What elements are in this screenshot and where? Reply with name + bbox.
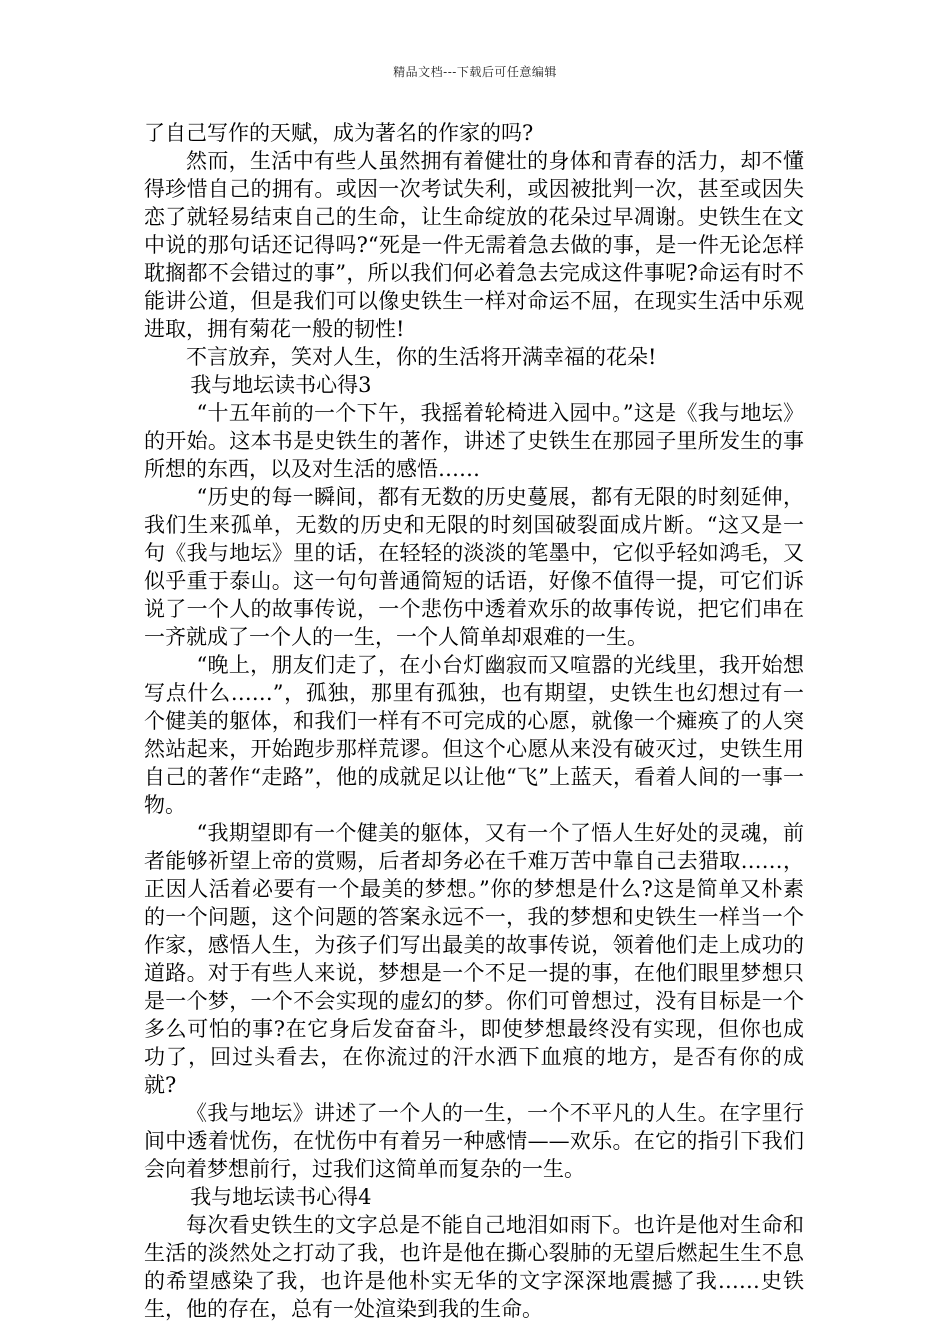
paragraph: “晚上，朋友们走了，在小台灯幽寂而又喧嚣的光线里，我开始想写点什么……”，孤独，那里有孤独，也有期望，史铁生也幻想过有一个健美的躯体，和我们一样有不可完成的心愿，就像一个瘫痪了的人突然站起来，开始跑步那样荒谬。但这个心愿从来没有破灭过，史铁生用自己的著作“走路”，他的成就足以让他“飞”上蓝天，看着人间的一事一物。 bbox=[144, 653, 804, 817]
paragraph: “十五年前的一个下午，我摇着轮椅进入园中。”这是《我与地坛》的开始。这本书是史铁生的著作，讲述了史铁生在那园子里所发生的事所想的东西，以及对生活的感悟…… bbox=[144, 401, 804, 481]
paragraph: 了自己写作的天赋，成为著名的作家的吗? bbox=[144, 121, 534, 145]
paragraph: 然而，生活中有些人虽然拥有着健壮的身体和青春的活力，却不懂得珍惜自己的拥有。或因一次考试失利，或因被批判一次，甚至或因失恋了就轻易结束自己的生命，让生命绽放的花朵过早凋谢。史铁生在文中说的那句话还记得吗?“死是一件无需着急去做的事，是一件无论怎样耽搁都不会错过的事”，所以我们何必着急去完成这件事呢?命运有时不能讲公道，但是我们可以像史铁生一样对命运不屈，在现实生活中乐观进取，拥有菊花一般的韧性! bbox=[144, 149, 804, 341]
paragraph: 每次看史铁生的文字总是不能自己地泪如雨下。也许是他对生命和生活的淡然处之打动了我，也许是他在撕心裂肺的无望后燃起生生不息的希望感染了我，也许是他朴实无华的文字深深地震撼了我……史铁生，他的存在，总有一处渲染到我的生命。 bbox=[144, 1213, 804, 1321]
section-heading: 我与地坛读书心得4 bbox=[190, 1185, 372, 1209]
document-body bbox=[144, 119, 804, 1323]
section-heading: 我与地坛读书心得3 bbox=[190, 373, 372, 397]
page-header: 精品文档---下载后可任意编辑 bbox=[393, 65, 557, 79]
paragraph: 《我与地坛》讲述了一个人的一生，一个不平凡的人生。在字里行间中透着忧伤，在忧伤中有着另一种感情——欢乐。在它的指引下我们会向着梦想前行，过我们这简单而复杂的一生。 bbox=[144, 1101, 804, 1181]
paragraph: “历史的每一瞬间，都有无数的历史蔓展，都有无限的时刻延伸，我们生来孤单，无数的历史和无限的时刻国破裂面成片断。“这又是一句《我与地坛》里的话，在轻轻的淡淡的笔墨中，它似乎轻如鸿毛，又似乎重于泰山。这一句句普通简短的话语，好像不值得一提，可它们诉说了一个人的故事传说，一个悲伤中透着欢乐的故事传说，把它们串在一齐就成了一个人的一生，一个人简单却艰难的一生。 bbox=[144, 485, 804, 649]
paragraph: 不言放弃，笑对人生，你的生活将开满幸福的花朵! bbox=[186, 345, 657, 369]
paragraph: “我期望即有一个健美的躯体，又有一个了悟人生好处的灵魂，前者能够祈望上帝的赏赐，后者却务必在千难万苦中靠自己去猎取……，正因人活着必要有一个最美的梦想。”你的梦想是什么?这是简单又朴素的一个问题，这个问题的答案永远不一，我的梦想和史铁生一样当一个作家，感悟人生，为孩子们写出最美的故事传说，领着他们走上成功的道路。对于有些人来说，梦想是一个不足一提的事，在他们眼里梦想只是一个梦，一个不会实现的虚幻的梦。你们可曾想过，没有目标是一个多么可怕的事?在它身后发奋奋斗，即使梦想最终没有实现，但你也成功了，回过头看去，在你流过的汗水洒下血痕的地方，是否有你的成就? bbox=[144, 821, 804, 1097]
